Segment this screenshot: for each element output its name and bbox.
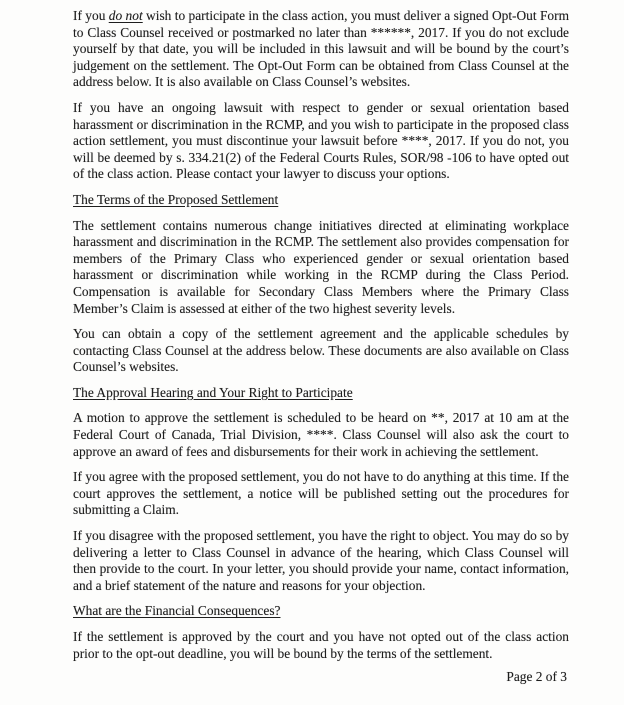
- paragraph-agree: If you agree with the proposed settlement, you do not have to do anything at this time. If the court approves the settlement, a notice will be published setting out the procedures for submitting a Claim.: [73, 469, 569, 518]
- paragraph-opt-out-post: wish to participate in the class action, you must deliver a signed Opt-Out Form to Class Counsel received or postmarked no later than ******, 2017. If you do not exclude yourself by that date, you will be included in this lawsuit and will be bound by the court’s judgement on the settlement. The Opt-Out Form can be obtained from Class Counsel at the address below. It is also available on Class Counsel’s websites.: [73, 8, 569, 90]
- paragraph-opt-out-pre: If you: [73, 8, 109, 23]
- do-not-emphasis: do not: [108, 8, 143, 23]
- paragraph-disagree: If you disagree with the proposed settlement, you have the right to object. You may do so by delivering a letter to Class Counsel in advance of the hearing, which Class Counsel will then provide to the court. In your letter, you should provide your name, contact information, and a brief statement of the nature and reasons for your objection.: [73, 528, 569, 593]
- section-heading-terms: The Terms of the Proposed Settlement: [73, 191, 279, 207]
- page-number: Page 2 of 3: [506, 669, 567, 684]
- paragraph-approval-motion: A motion to approve the settlement is scheduled to be heard on **, 2017 at 10 am at the Federal Court of Canada, Trial Division, ****. Class Counsel will also ask the court to approve an award of fees and disbursements for their work in achieving the settlement.: [73, 410, 569, 459]
- paragraph-settlement-terms: The settlement contains numerous change initiatives directed at eliminating workplace harassment and discrimination in the RCMP. The settlement also provides compensation for members of the Primary Class who experienced gender or sexual orientation based harassment or discrimination while working in the RCMP during the Class Period. Compensation is available for Secondary Class Members where the Primary Class Member’s Claim is assessed at either of the two highest severity levels.: [73, 217, 569, 316]
- paragraph-bound-by-terms: If the settlement is approved by the court and you have not opted out of the class action prior to the opt-out deadline, you will be bound by the terms of the settlement.: [73, 629, 569, 661]
- document-body: [73, 8, 569, 671]
- paragraph-opt-out: [73, 8, 569, 91]
- paragraph-ongoing-lawsuit: If you have an ongoing lawsuit with respect to gender or sexual orientation based harassment or discrimination in the RCMP, and you wish to participate in the proposed class action settlement, you must discontinue your lawsuit before ****, 2017. If you do not, you will be deemed by s. 334.21(2) of the Federal Courts Rules, SOR/98 -106 to have opted out of the class action. Please contact your lawyer to discuss your options.: [73, 99, 569, 182]
- section-heading-approval-hearing: The Approval Hearing and Your Right to Participate: [73, 384, 353, 400]
- section-heading-financial-consequences: What are the Financial Consequences?: [73, 603, 281, 619]
- paragraph-obtain-copy: You can obtain a copy of the settlement agreement and the applicable schedules by contacting Class Counsel at the address below. These documents are also available on Class Counsel’s websites.: [73, 326, 569, 375]
